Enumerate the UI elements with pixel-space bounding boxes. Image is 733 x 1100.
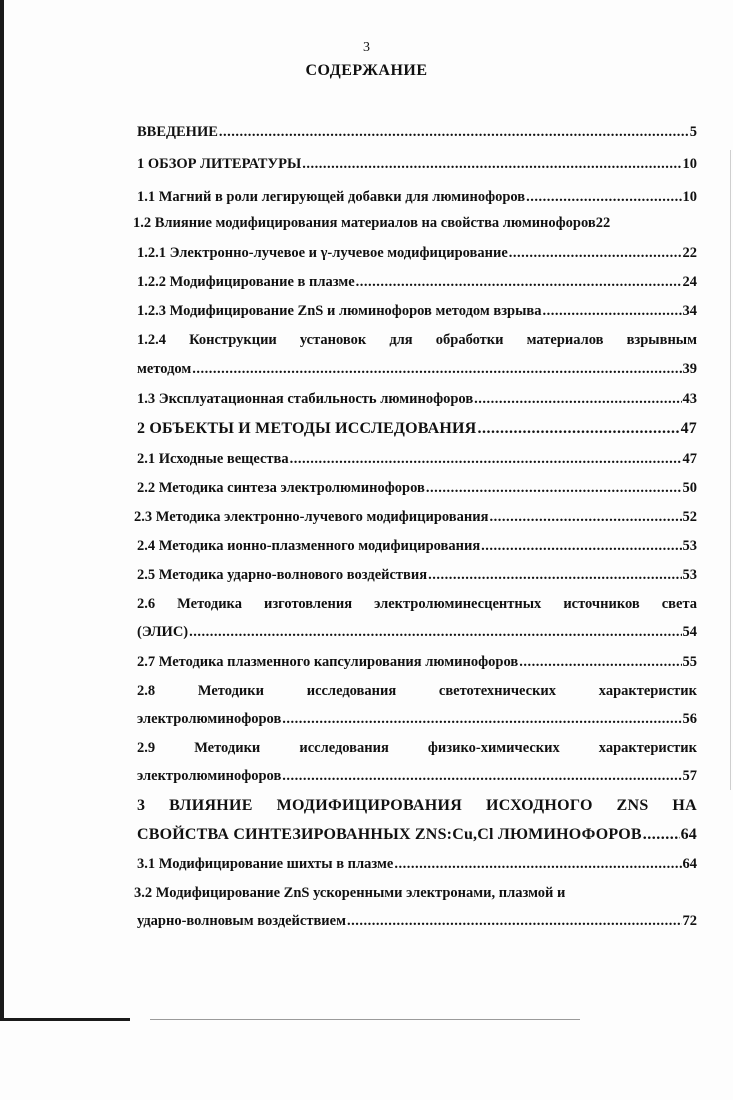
toc-entry-2-7[interactable] <box>137 654 697 671</box>
toc-leader <box>347 913 682 930</box>
toc-entry-introduction[interactable] <box>137 124 697 141</box>
toc-leader <box>426 480 682 497</box>
toc-leader <box>477 420 679 438</box>
toc-entry-1-2[interactable] <box>133 215 697 232</box>
toc-entry-page: 57 <box>682 768 697 784</box>
toc-entry-text: 2 ОБЪЕКТЫ И МЕТОДЫ ИССЛЕДОВАНИЯ <box>137 420 477 437</box>
toc-entry-2-8-line1[interactable]: 2.8 Методики исследования светотехнических характеристик <box>137 683 697 699</box>
toc-leader <box>543 303 682 320</box>
toc-leader <box>302 156 681 173</box>
toc-entry-1-3[interactable] <box>137 391 697 408</box>
scan-edge-bottom <box>0 1018 130 1021</box>
toc-entry-1-2-3[interactable] <box>137 303 697 320</box>
toc-leader <box>489 509 681 526</box>
toc-entry-text: 2.1 Исходные вещества <box>137 451 289 467</box>
toc-entry-page: 50 <box>682 480 697 496</box>
toc-entry-text: методом <box>137 361 192 377</box>
toc-entry-page: 47 <box>680 420 697 437</box>
toc-entry-text: СВОЙСТВА СИНТЕЗИРОВАННЫХ ZNS:Cu,Cl ЛЮМИНОФОРОВ <box>137 826 642 843</box>
scan-edge-bottom-faint <box>150 1019 580 1020</box>
toc-entry-page: 55 <box>682 654 697 670</box>
toc-entry-text: 1.2.2 Модифицирование в плазме <box>137 274 355 290</box>
toc-leader <box>189 624 681 641</box>
toc-entry-text: 1.2.3 Модифицирование ZnS и люминофоров методом взрыва <box>137 303 542 319</box>
toc-entry-3-2[interactable] <box>137 913 697 930</box>
toc-entry-chapter-1[interactable] <box>137 156 697 173</box>
toc-entry-1-2-2[interactable] <box>137 274 697 291</box>
toc-entry-text: 2.7 Методика плазменного капсулирования люминофоров <box>137 654 519 670</box>
toc-leader <box>481 538 681 555</box>
toc-entry-page: 64 <box>682 856 697 872</box>
toc-leader <box>519 654 681 671</box>
toc-entry-2-1[interactable] <box>137 451 697 468</box>
toc-leader <box>282 768 681 785</box>
toc-leader <box>526 189 681 206</box>
toc-leader <box>509 245 682 262</box>
toc-leader <box>394 856 681 873</box>
toc-leader <box>290 451 682 468</box>
toc-entry-1-2-1[interactable] <box>137 245 697 262</box>
toc-entry-text: 1.1 Магний в роли легирующей добавки для люминофоров <box>137 189 526 205</box>
toc-entry-page: 10 <box>682 156 697 172</box>
toc-entry-2-9-line1[interactable]: 2.9 Методики исследования физико-химических характеристик <box>137 740 697 756</box>
toc-entry-text: ВВЕДЕНИЕ <box>137 124 218 140</box>
toc-leader <box>474 391 681 408</box>
toc-entry-text: 3.1 Модифицирование шихты в плазме <box>137 856 394 872</box>
toc-entry-page: 34 <box>682 303 697 319</box>
toc-entry-page: 10 <box>682 189 697 205</box>
toc-entry-text: 3.2 Модифицирование ZnS ускоренными электронами, плазмой и <box>134 885 566 901</box>
toc-entry-text: 1 ОБЗОР ЛИТЕРАТУРЫ <box>137 156 302 172</box>
toc-entry-1-1[interactable] <box>137 189 697 206</box>
toc-leader <box>282 711 681 728</box>
toc-entry-page: 22 <box>682 245 697 261</box>
toc-entry-chapter-3-line1[interactable]: 3 ВЛИЯНИЕ МОДИФИЦИРОВАНИЯ ИСХОДНОГО ZNS НА <box>137 797 697 814</box>
toc-entry-1-2-4-line1[interactable]: 1.2.4 Конструкции установок для обработки материалов взрывным <box>137 332 697 348</box>
toc-entry-page: 56 <box>682 711 697 727</box>
toc-leader <box>192 361 681 378</box>
toc-entry-page: 64 <box>680 826 697 843</box>
toc-entry-text: электролюминофоров <box>137 768 282 784</box>
toc-entry-page: 47 <box>682 451 697 467</box>
toc-entry-text: 2.2 Методика синтеза электролюминофоров <box>137 480 425 496</box>
toc-entry-text: 2.3 Методика электронно-лучевого модифицирования <box>134 509 489 525</box>
toc-entry-page: 39 <box>682 361 697 377</box>
toc-entry-page: 22 <box>595 215 611 231</box>
scan-edge-right <box>730 150 731 790</box>
toc-entry-text: 2.4 Методика ионно-плазменного модифицирования <box>137 538 481 554</box>
toc-entry-text: (ЭЛИС) <box>137 624 189 640</box>
toc-entry-page: 24 <box>682 274 697 290</box>
toc-leader <box>219 124 689 141</box>
toc-entry-2-6[interactable] <box>137 624 697 641</box>
page-number: 3 <box>363 40 370 55</box>
toc-entry-text: ударно-волновым воздействием <box>137 913 346 929</box>
toc-entry-page: 72 <box>682 913 697 929</box>
toc-entry-1-2-4[interactable] <box>137 361 697 378</box>
toc-entry-page: 53 <box>682 538 697 554</box>
toc-title: СОДЕРЖАНИЕ <box>305 62 428 79</box>
toc-entry-2-2[interactable] <box>137 480 697 497</box>
toc-leader <box>428 567 681 584</box>
toc-entry-text: 1.2.1 Электронно-лучевое и γ-лучевое модифицирование <box>137 245 508 261</box>
toc-entry-chapter-3[interactable] <box>137 826 697 844</box>
toc-entry-page: 54 <box>682 624 697 640</box>
toc-entry-2-4[interactable] <box>137 538 697 555</box>
toc-entry-2-6-line1[interactable]: 2.6 Методика изготовления электролюминесцентных источников света <box>137 596 697 612</box>
toc-entry-page: 53 <box>682 567 697 583</box>
toc-entry-page: 43 <box>682 391 697 407</box>
toc-entry-chapter-2[interactable] <box>137 420 697 438</box>
toc-entry-2-5[interactable] <box>137 567 697 584</box>
toc-entry-text: электролюминофоров <box>137 711 282 727</box>
toc-entry-text: 1.3 Эксплуатационная стабильность люминофоров <box>137 391 474 407</box>
toc-entry-text: 2.5 Методика ударно-волнового воздействия <box>137 567 428 583</box>
toc-entry-page: 52 <box>682 509 697 525</box>
toc-entry-2-8[interactable] <box>137 711 697 728</box>
scan-edge-left <box>0 0 4 1020</box>
toc-leader <box>643 826 680 844</box>
toc-entry-3-1[interactable] <box>137 856 697 873</box>
toc-entry-page: 5 <box>689 124 697 140</box>
toc-leader <box>356 274 682 291</box>
toc-entry-2-9[interactable] <box>137 768 697 785</box>
toc-entry-2-3[interactable] <box>134 509 697 526</box>
toc-entry-text: 1.2 Влияние модифицирования материалов на свойства люминофоров <box>133 215 596 231</box>
toc-entry-3-2-line1[interactable] <box>134 885 697 902</box>
